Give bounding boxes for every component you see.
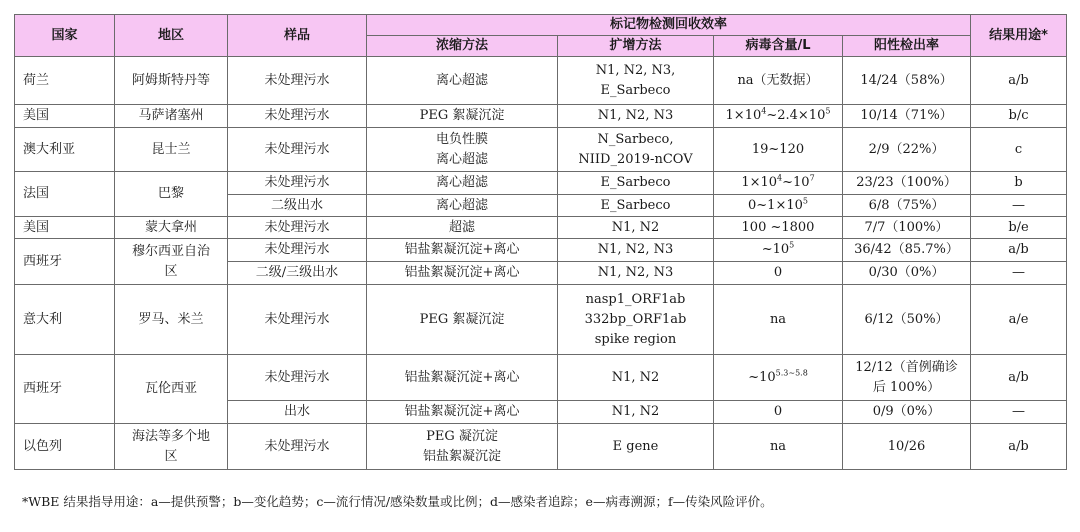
- cell-concentration: PEG 絮凝沉淀: [367, 285, 558, 355]
- cell-amplification: N1, N2, N3: [558, 239, 714, 262]
- cell-concentration: 铝盐絮凝沉淀+离心: [367, 239, 558, 262]
- cell-concentration: 铝盐絮凝沉淀+离心: [367, 262, 558, 285]
- header-virus-content: 病毒含量/L: [714, 36, 843, 57]
- amp-line: E_Sarbeco: [600, 82, 671, 98]
- wbe-results-table: [14, 14, 1067, 470]
- virus-exponent: 7: [809, 173, 815, 183]
- cell-region: [115, 424, 228, 470]
- cell-amplification: N1, N2, N3: [558, 262, 714, 285]
- cell-usage: b/e: [971, 217, 1067, 239]
- cell-sample: 未处理污水: [228, 128, 367, 172]
- virus-base: 1×10: [741, 175, 778, 190]
- method-line: 铝盐絮凝沉淀: [422, 448, 501, 464]
- cell-virus-content: na: [714, 424, 843, 470]
- cell-positive-rate: 10/26: [843, 424, 971, 470]
- cell-concentration: 铝盐絮凝沉淀+离心: [367, 401, 558, 424]
- cell-country: 西班牙: [15, 239, 115, 285]
- header-usage: 结果用途*: [971, 15, 1067, 57]
- table-row: [15, 217, 1067, 239]
- header-amplification: 扩增方法: [558, 36, 714, 57]
- cell-usage: b/c: [971, 105, 1067, 128]
- virus-exponent: 4: [761, 106, 767, 116]
- cell-virus-content: [714, 105, 843, 128]
- cell-sample: 未处理污水: [228, 105, 367, 128]
- cell-virus-content: na（无数据）: [714, 57, 843, 105]
- cell-virus-content: 100 ~1800: [714, 217, 843, 239]
- cell-region: 瓦伦西亚: [115, 355, 228, 424]
- cell-region: [115, 239, 228, 285]
- virus-base: ~10: [782, 175, 810, 190]
- table-footnote: *WBE 结果指导用途：a—提供预警；b—变化趋势；c—流行情况/感染数量或比例；d—感染者追踪；e—病毒溯源；f—传染风险评价。: [22, 494, 773, 509]
- cell-positive-rate: 6/8（75%）: [843, 195, 971, 217]
- cell-sample: 未处理污水: [228, 285, 367, 355]
- region-line: 区: [164, 263, 178, 279]
- virus-base: ~10: [761, 242, 790, 257]
- header-sample: 样品: [228, 15, 367, 57]
- cell-positive-rate: 2/9（22%）: [843, 128, 971, 172]
- virus-exponent: 5: [789, 240, 795, 250]
- cell-country: 美国: [15, 105, 115, 128]
- region-line: 穆尔西亚自治: [131, 243, 210, 259]
- cell-usage: a/b: [971, 355, 1067, 401]
- header-region: 地区: [115, 15, 228, 57]
- amp-line: nasp1_ORF1ab: [585, 291, 686, 307]
- table-row: [15, 424, 1067, 470]
- cell-concentration: 离心超滤: [367, 172, 558, 195]
- cell-sample: 二级出水: [228, 195, 367, 217]
- cell-virus-content: 0: [714, 262, 843, 285]
- amp-line: spike region: [594, 331, 677, 347]
- table-row: [15, 285, 1067, 355]
- table-row: [15, 105, 1067, 128]
- cell-region: 昆士兰: [115, 128, 228, 172]
- cell-positive-rate: 36/42（85.7%）: [843, 239, 971, 262]
- header-recovery-group: 标记物检测回收效率: [367, 15, 971, 36]
- cell-virus-content: 19~120: [714, 128, 843, 172]
- header-positive-rate: 阳性检出率: [843, 36, 971, 57]
- cell-region: 巴黎: [115, 172, 228, 217]
- cell-sample: 未处理污水: [228, 239, 367, 262]
- cell-region: 马萨诸塞州: [115, 105, 228, 128]
- cell-usage: a/e: [971, 285, 1067, 355]
- cell-amplification: N1, N2, N3: [558, 105, 714, 128]
- cell-usage: a/b: [971, 239, 1067, 262]
- amp-line: N_Sarbeco,: [597, 131, 674, 147]
- cell-sample: 未处理污水: [228, 355, 367, 401]
- cell-amplification: E_Sarbeco: [558, 172, 714, 195]
- cell-concentration: 超滤: [367, 217, 558, 239]
- virus-base: 1×10: [725, 108, 762, 123]
- cell-sample: 未处理污水: [228, 172, 367, 195]
- cell-region: 罗马、米兰: [115, 285, 228, 355]
- cell-positive-rate: 10/14（71%）: [843, 105, 971, 128]
- cell-country: 荷兰: [15, 57, 115, 105]
- table-row: [15, 57, 1067, 105]
- cell-region: 蒙大拿州: [115, 217, 228, 239]
- amp-line: N1, N2, N3,: [595, 62, 676, 78]
- method-line: 离心超滤: [435, 151, 488, 167]
- table-row: [15, 355, 1067, 401]
- cell-concentration: 离心超滤: [367, 57, 558, 105]
- cell-usage: —: [971, 262, 1067, 285]
- cell-sample: 未处理污水: [228, 217, 367, 239]
- rate-line: 后 100%）: [872, 379, 941, 395]
- cell-sample: 二级/三级出水: [228, 262, 367, 285]
- cell-virus-content: [714, 355, 843, 401]
- cell-amplification: E_Sarbeco: [558, 195, 714, 217]
- header-country: 国家: [15, 15, 115, 57]
- method-line: PEG 凝沉淀: [426, 428, 498, 444]
- virus-exponent: 5.3~5.8: [775, 368, 808, 378]
- cell-positive-rate: 7/7（100%）: [843, 217, 971, 239]
- cell-usage: a/b: [971, 57, 1067, 105]
- cell-amplification: E gene: [558, 424, 714, 470]
- cell-amplification: N1, N2: [558, 217, 714, 239]
- region-line: 海法等多个地: [131, 428, 210, 444]
- cell-country: 意大利: [15, 285, 115, 355]
- cell-concentration: [367, 128, 558, 172]
- cell-usage: —: [971, 195, 1067, 217]
- cell-amplification: N1, N2: [558, 401, 714, 424]
- cell-country: 西班牙: [15, 355, 115, 424]
- method-line: 电负性膜: [435, 131, 488, 147]
- rate-line: 12/12（首例确诊: [855, 359, 958, 375]
- cell-amplification: [558, 128, 714, 172]
- virus-exponent: 4: [777, 173, 783, 183]
- table-row: [15, 239, 1067, 262]
- cell-region: 阿姆斯特丹等: [115, 57, 228, 105]
- virus-base: 0~1×10: [748, 197, 803, 213]
- cell-virus-content: na: [714, 285, 843, 355]
- virus-base: ~10: [748, 369, 776, 385]
- cell-sample: 未处理污水: [228, 57, 367, 105]
- cell-virus-content: [714, 195, 843, 217]
- header-concentration: 浓缩方法: [367, 36, 558, 57]
- cell-concentration: 离心超滤: [367, 195, 558, 217]
- cell-country: 澳大利亚: [15, 128, 115, 172]
- cell-country: 法国: [15, 172, 115, 217]
- cell-usage: —: [971, 401, 1067, 424]
- cell-sample: 出水: [228, 401, 367, 424]
- cell-positive-rate: 23/23（100%）: [843, 172, 971, 195]
- cell-country: 以色列: [15, 424, 115, 470]
- cell-positive-rate: 14/24（58%）: [843, 57, 971, 105]
- virus-exponent: 5: [802, 196, 808, 206]
- cell-concentration: PEG 絮凝沉淀: [367, 105, 558, 128]
- cell-virus-content: [714, 172, 843, 195]
- cell-usage: b: [971, 172, 1067, 195]
- virus-exponent: 5: [825, 106, 831, 116]
- cell-concentration: 铝盐絮凝沉淀+离心: [367, 355, 558, 401]
- cell-virus-content: 0: [714, 401, 843, 424]
- cell-concentration: [367, 424, 558, 470]
- cell-usage: c: [971, 128, 1067, 172]
- cell-positive-rate: 0/9（0%）: [843, 401, 971, 424]
- amp-line: NIID_2019-nCOV: [578, 151, 693, 167]
- virus-base: ~2.4×10: [766, 108, 826, 123]
- cell-positive-rate: 0/30（0%）: [843, 262, 971, 285]
- amp-line: 332bp_ORF1ab: [584, 311, 687, 327]
- cell-virus-content: [714, 239, 843, 262]
- cell-amplification: [558, 57, 714, 105]
- cell-usage: a/b: [971, 424, 1067, 470]
- cell-positive-rate: [843, 355, 971, 401]
- cell-country: 美国: [15, 217, 115, 239]
- cell-positive-rate: 6/12（50%）: [843, 285, 971, 355]
- cell-sample: 未处理污水: [228, 424, 367, 470]
- results-table-container: [14, 14, 1066, 470]
- table-row: [15, 172, 1067, 195]
- table-row: [15, 128, 1067, 172]
- region-line: 区: [164, 448, 178, 464]
- cell-amplification: N1, N2: [558, 355, 714, 401]
- cell-amplification: [558, 285, 714, 355]
